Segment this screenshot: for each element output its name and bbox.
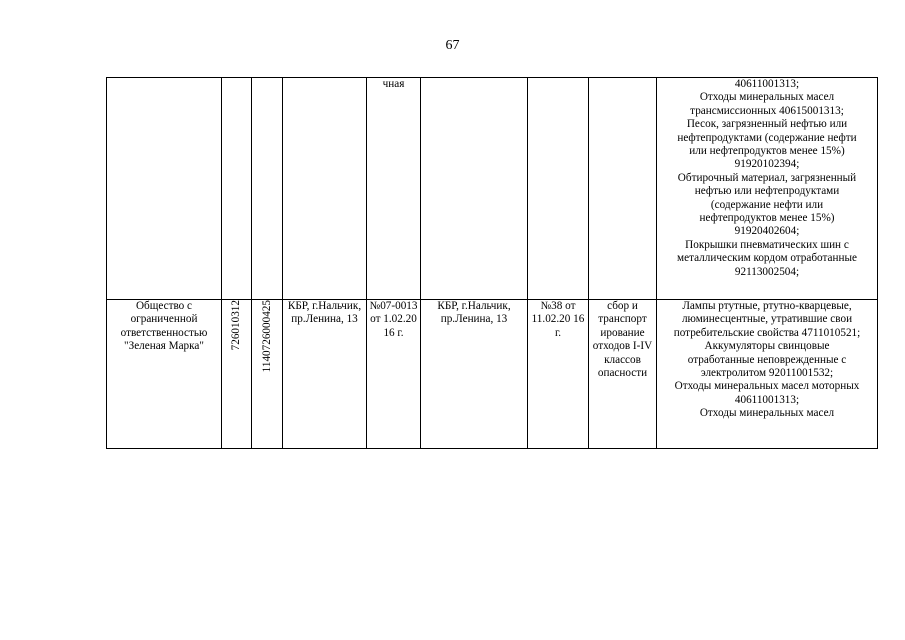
waste-line: Отходы минеральных масел — [699, 407, 835, 420]
waste-line: потребительские свойства 4711010521; — [673, 326, 861, 339]
activity-address-cell — [421, 300, 528, 449]
legal-address-cell — [283, 300, 367, 449]
license-tail-text: чная — [382, 78, 405, 90]
inn-value: 726010312 — [230, 300, 242, 351]
inn-cell — [222, 300, 252, 449]
ogrn-value: 1140726000425 — [260, 300, 273, 373]
waste-line: люминесцентные, утратившие свои — [681, 313, 853, 326]
waste-line: 92113002504; — [734, 265, 800, 278]
waste-line: (содержание нефти или — [710, 198, 824, 211]
company-cell-empty — [107, 78, 222, 300]
order-cell-empty — [528, 78, 589, 300]
inn-cell-empty — [222, 78, 252, 300]
table-row-company — [107, 300, 878, 449]
ogrn-cell — [252, 300, 283, 449]
waste-list-cell-continued — [657, 78, 878, 300]
waste-line: Обтирочный материал, загрязненный — [677, 171, 857, 184]
activity-type-cell-empty — [589, 78, 657, 300]
company-name-cell — [107, 300, 222, 449]
waste-line: Покрышки пневматических шин с — [685, 238, 849, 251]
legal-address-cell-empty — [283, 78, 367, 300]
activity-type-cell — [589, 300, 657, 449]
license-cell — [367, 300, 421, 449]
license-number: №07-0013 от 1.02.20 16 г. — [369, 300, 418, 339]
activity-type: сбор и транспорт ирование отходов I-IV классов опасности — [592, 300, 653, 380]
waste-line: Лампы ртутные, ртутно-кварцевые, — [682, 300, 852, 312]
company-name: Общество с ограниченной ответственностью "Зеленая Марка" — [120, 300, 208, 353]
waste-line: электролитом 92011001532; — [700, 367, 834, 380]
waste-line: 91920402604; — [734, 225, 800, 238]
waste-line: Песок, загрязненный нефтью или — [686, 118, 848, 131]
waste-line: нефтью или нефтепродуктами — [694, 185, 840, 198]
waste-line: нефтепродуктами (содержание нефти — [677, 131, 857, 144]
license-cell-continued — [367, 78, 421, 300]
waste-line: Отходы минеральных масел — [699, 91, 835, 104]
waste-line: Аккумуляторы свинцовые — [704, 340, 830, 353]
waste-line: отработанные неповрежденные с — [687, 353, 847, 366]
waste-line: нефтепродуктов менее 15%) — [699, 212, 835, 225]
ogrn-cell-empty — [252, 78, 283, 300]
waste-list-cell — [657, 300, 878, 449]
activity-address: КБР, г.Нальчик, пр.Ленина, 13 — [437, 300, 511, 326]
waste-line: или нефтепродуктов менее 15%) — [689, 145, 845, 158]
waste-line: металлическим кордом отработанные — [677, 252, 857, 265]
waste-line: трансмиссионных 40615001313; — [690, 104, 844, 117]
waste-line: 40611001313; — [734, 393, 800, 406]
legal-address: КБР, г.Нальчик, пр.Ленина, 13 — [287, 300, 362, 326]
registry-table — [106, 77, 878, 449]
order-number: №38 от 11.02.20 16 г. — [531, 300, 585, 339]
page-number: 67 — [445, 38, 460, 53]
waste-line: Отходы минеральных масел моторных — [674, 380, 860, 393]
waste-line: 91920102394; — [734, 158, 800, 171]
table-row-continued — [107, 78, 878, 300]
waste-line: 40611001313; — [734, 78, 800, 90]
activity-address-cell-empty — [421, 78, 528, 300]
order-cell — [528, 300, 589, 449]
